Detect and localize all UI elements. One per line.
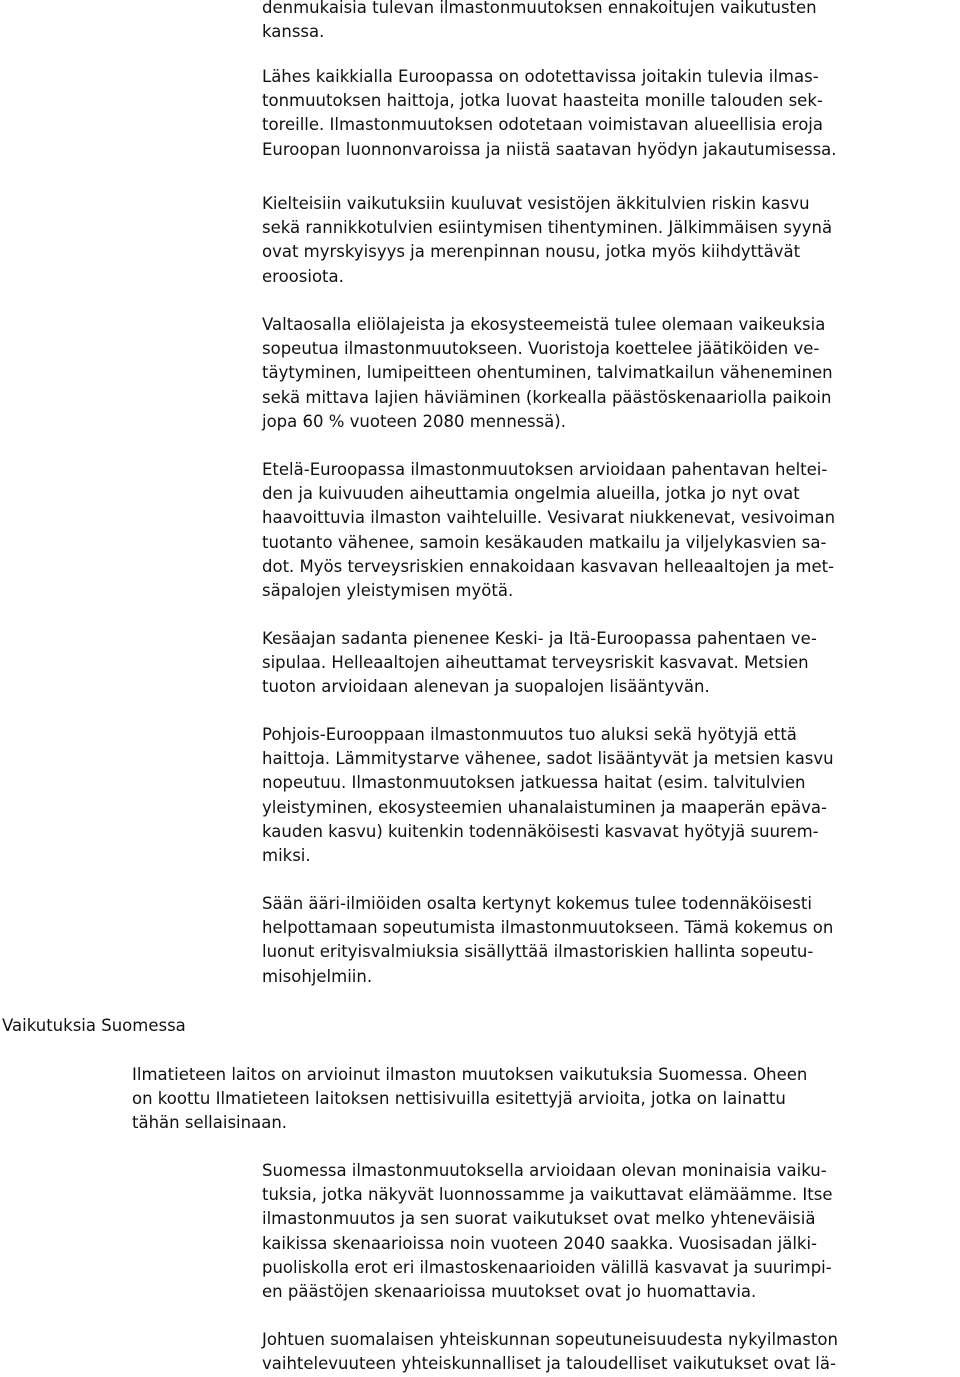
paragraph-society-adaptation — [262, 1328, 838, 1376]
text-line: ovat myrskyisyys ja merenpinnan nousu, jotka myös kiihdyttävät — [262, 242, 801, 262]
text-line: vaihtelevuuteen yhteiskunnalliset ja taloudelliset vaikutukset ovat lä- — [262, 1354, 836, 1374]
text-line: tuotanto vähenee, samoin kesäkauden matkailu ja viljelykasvien sa- — [262, 532, 827, 552]
text-line: Sään ääri-ilmiöiden osalta kertynyt kokemus tulee todennäköisesti — [262, 894, 812, 913]
text-line: haittoja. Lämmitystarve vähenee, sadot lisääntyvät ja metsien kasvu — [262, 749, 834, 769]
text-line: nopeutuu. Ilmastonmuutoksen jatkuessa haitat (esim. talvitulvien — [262, 773, 806, 793]
text-line: yleistyminen, ekosysteemien uhanalaistuminen ja maaperän epäva- — [262, 797, 827, 817]
text-line: puoliskolla erot eri ilmastoskenaarioiden välillä kasvavat ja suurimpi- — [262, 1257, 832, 1277]
text-line: Johtuen suomalaisen yhteiskunnan sopeutuneisuudesta nykyilmaston — [262, 1330, 838, 1349]
text-line: dot. Myös terveysriskien ennakoidaan kasvavan helleaaltojen ja met- — [262, 556, 835, 576]
paragraph-central-eastern-europe — [262, 627, 817, 700]
paragraph-europe-overview — [262, 65, 837, 162]
text-line: tuoton arvioidaan alenevan ja suopalojen lisääntyvän. — [262, 677, 710, 697]
text-line: sekä rannikkotulvien esiintymisen tihentyminen. Jälkimmäisen syynä — [262, 218, 833, 238]
text-line: Pohjois-Eurooppaan ilmastonmuutos tuo aluksi sekä hyötyjä että — [262, 725, 797, 744]
text-line: sipulaa. Helleaaltojen aiheuttamat terveysriskit kasvavat. Metsien — [262, 653, 809, 673]
text-line: Lähes kaikkialla Euroopassa on odotettavissa joitakin tulevia ilmas- — [262, 67, 819, 86]
text-line: sekä mittava lajien häviäminen (korkealla päästöskenaariolla paikoin — [262, 387, 832, 407]
text-line: tonmuutoksen haittoja, jotka luovat haasteita monille talouden sek- — [262, 91, 823, 111]
paragraph-floods — [262, 192, 832, 289]
text-line: Etelä-Euroopassa ilmastonmuutoksen arvioidaan pahentavan heltei- — [262, 460, 828, 479]
text-line: kanssa. — [262, 22, 325, 42]
paragraph-southern-europe — [262, 458, 835, 603]
text-line: Kielteisiin vaikutuksiin kuuluvat vesistöjen äkkitulvien riskin kasvu — [262, 194, 810, 213]
text-line: on koottu Ilmatieteen laitoksen nettisivuilla esitettyjä arvioita, jotka on lainattu — [132, 1089, 786, 1109]
text-line: toreille. Ilmastonmuutoksen odotetaan voimistavan alueellisia eroja — [262, 115, 823, 135]
text-line: den ja kuivuuden aiheuttamia ongelmia alueilla, jotka jo nyt ovat — [262, 484, 800, 504]
text-line: täytyminen, lumipeitteen ohentuminen, talvimatkailun väheneminen — [262, 363, 833, 383]
text-line: Euroopan luonnonvaroissa ja niistä saatavan hyödyn jakautumisessa. — [262, 139, 837, 159]
section-heading: Vaikutuksia Suomessa — [2, 1016, 186, 1035]
text-line: helpottamaan sopeutumista ilmastonmuutokseen. Tämä kokemus on — [262, 918, 834, 938]
text-line: Valtaosalla eliölajeista ja ekosysteemeistä tulee olemaan vaikeuksia — [262, 315, 826, 334]
text-line: kauden kasvu) kuitenkin todennäköisesti kasvavat hyötyjä suurem- — [262, 821, 819, 841]
text-line: haavoittuvia ilmaston vaihteluille. Vesivarat niukkenevat, vesivoiman — [262, 508, 836, 528]
text-line: eroosiota. — [262, 266, 344, 286]
text-line: Kesäajan sadanta pienenee Keski- ja Itä-Euroopassa pahentaen ve- — [262, 629, 817, 648]
text-line: Suomessa ilmastonmuutoksella arvioidaan olevan moninaisia vaiku- — [262, 1161, 827, 1180]
text-line: miksi. — [262, 845, 311, 865]
text-line: tähän sellaisinaan. — [132, 1113, 288, 1133]
text-line: jopa 60 % vuoteen 2080 mennessä). — [262, 411, 566, 431]
text-line: säpalojen yleistymisen myötä. — [262, 580, 514, 600]
text-line: luonut erityisvalmiuksia sisällyttää ilmastoriskien hallinta sopeutu- — [262, 942, 814, 962]
paragraph-fmi-intro — [132, 1063, 807, 1136]
paragraph-extreme-weather — [262, 892, 833, 989]
paragraph-intro-continuation — [262, 0, 817, 44]
text-line: misohjelmiin. — [262, 966, 373, 986]
text-line: tuksia, jotka näkyvät luonnossamme ja vaikuttavat elämäämme. Itse — [262, 1185, 833, 1205]
paragraph-species — [262, 313, 833, 434]
paragraph-finland-impacts — [262, 1159, 832, 1304]
text-line: sopeutua ilmastonmuutokseen. Vuoristoja koettelee jäätiköiden ve- — [262, 339, 820, 359]
paragraph-northern-europe — [262, 723, 834, 868]
text-line: ilmastonmuutos ja sen suorat vaikutukset ovat melko yhteneväisiä — [262, 1209, 816, 1229]
text-line: en päästöjen skenaarioissa muutokset ovat jo huomattavia. — [262, 1281, 757, 1301]
text-line: denmukaisia tulevan ilmastonmuutoksen ennakoitujen vaikutusten — [262, 0, 817, 17]
text-line: Ilmatieteen laitos on arvioinut ilmaston muutoksen vaikutuksia Suomessa. Oheen — [132, 1065, 808, 1084]
text-line: kaikissa skenaarioissa noin vuoteen 2040 saakka. Vuosisadan jälki- — [262, 1233, 818, 1253]
